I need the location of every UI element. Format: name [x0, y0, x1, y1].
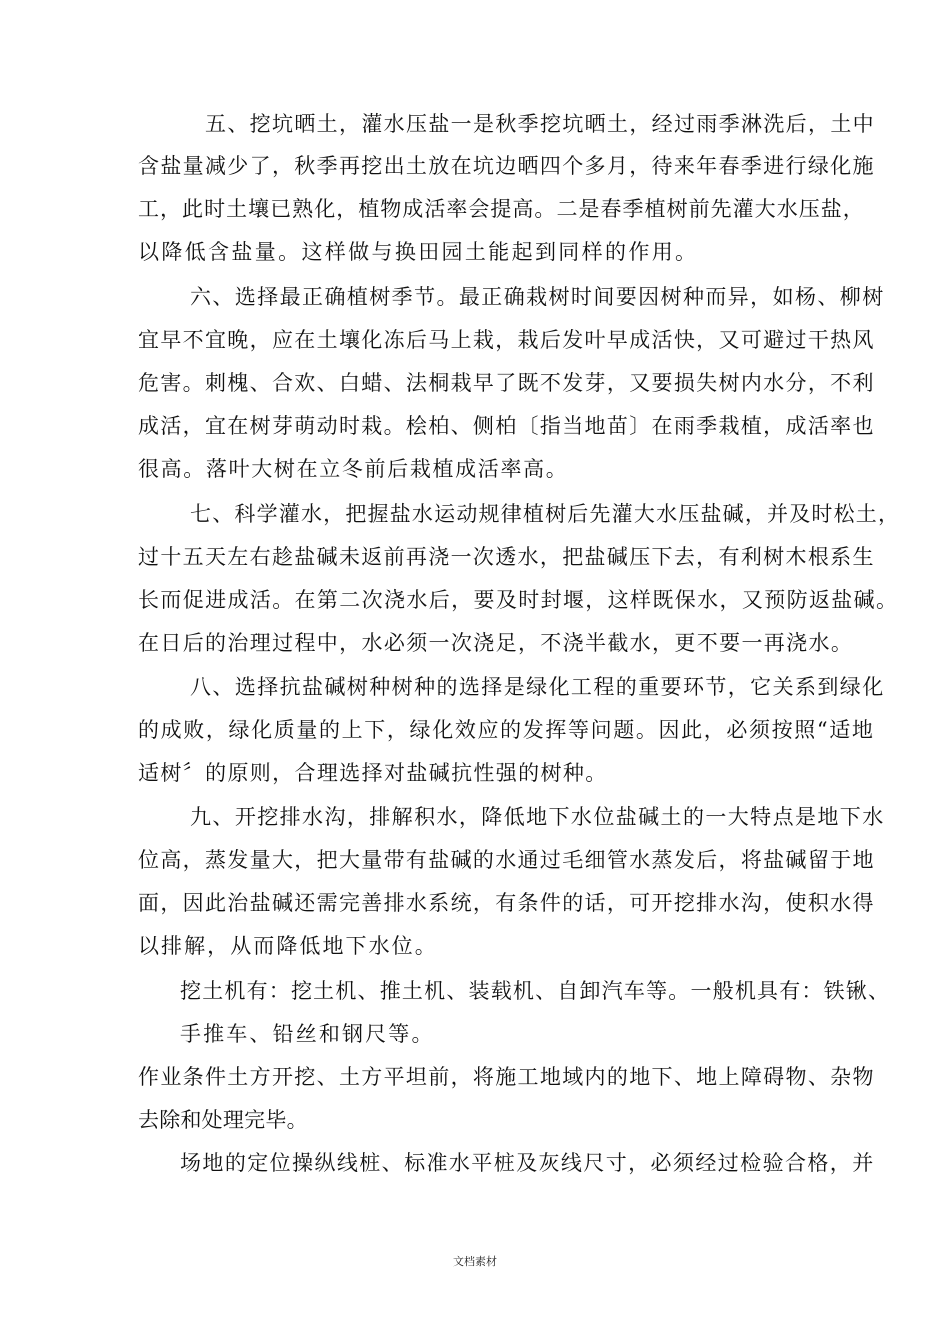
text-line: 手推车、铅丝和钢尺等。	[180, 1022, 435, 1046]
text-line: 长而促进成活。在第二次浇水后，要及时封堰，这样既保水，又预防返盐碱。	[138, 588, 899, 612]
text-line: 工，此时土壤已熟化，植物成活率会提高。二是春季植树前先灌大水压盐，	[138, 197, 865, 221]
text-line: 以排解，从而降低地下水位。	[138, 934, 438, 958]
text-line: 场地的定位操纵线桩、标准水平桩及灰线尺寸，必须经过检验合格，并	[180, 1151, 875, 1175]
text-line: 七、科学灌水，把握盐水运动规律植树后先灌大水压盐碱，并及时松土，	[190, 502, 901, 526]
text-line: 适树〞的原则，合理选择对盐碱抗性强的树种。	[138, 761, 608, 785]
text-line: 挖土机有：挖土机、推土机、装载机、自卸汽车等。一般机具有：铁锹、	[180, 979, 891, 1003]
text-line: 九、开挖排水沟，排解积水，降低地下水位盐碱土的一大特点是地下水	[190, 805, 885, 829]
text-line: 在日后的治理过程中，水必须一次浇足，不浇半截水，更不要一再浇水。	[138, 631, 854, 655]
text-line: 危害。刺槐、合欢、白蜡、法桐栽早了既不发芽，又要损失树内水分，不利	[138, 371, 875, 395]
text-line: 过十五天左右趁盐碱未返前再浇一次透水，把盐碱压下去，有利树木根系生	[138, 545, 875, 569]
text-line: 含盐量减少了，秋季再挖出土放在坑边晒四个多月，待来年春季进行绿化施	[138, 154, 875, 178]
text-line: 去除和处理完毕。	[138, 1108, 308, 1132]
text-line: 宜早不宜晚，应在土壤化冻后马上栽，栽后发叶早成活快，又可避过干热风	[138, 328, 875, 352]
text-line: 以降低含盐量。这样做与换田园土能起到同样的作用。	[138, 240, 699, 264]
text-line: 六、选择最正确植树季节。最正确栽树时间要因树种而异，如杨、柳树	[190, 285, 885, 309]
text-line: 位高，蒸发量大，把大量带有盐碱的水通过毛细管水蒸发后，将盐碱留于地	[138, 848, 875, 872]
text-line: 五、挖坑晒土，灌水压盐一是秋季挖坑晒土，经过雨季淋洗后，土中	[205, 112, 875, 136]
text-line: 的成败，绿化质量的上下，绿化效应的发挥等问题。因此，必须按照“适地	[138, 718, 875, 742]
text-line: 面，因此治盐碱还需完善排水系统，有条件的话，可开挖排水沟，使积水得	[138, 891, 875, 915]
text-line: 很高。落叶大树在立冬前后栽植成活率高。	[138, 457, 569, 481]
text-line: 成活，宜在树芽萌动时栽。桧柏、侧柏〔指当地苗〕在雨季栽植，成活率也	[138, 414, 875, 438]
text-line: 八、选择抗盐碱树种树种的选择是绿化工程的重要环节，它关系到绿化	[190, 675, 885, 699]
page-footer: 文档素材	[453, 1255, 497, 1268]
text-line: 作业条件土方开挖、土方平坦前，将施工地域内的地下、地上障碍物、杂物	[138, 1065, 875, 1089]
